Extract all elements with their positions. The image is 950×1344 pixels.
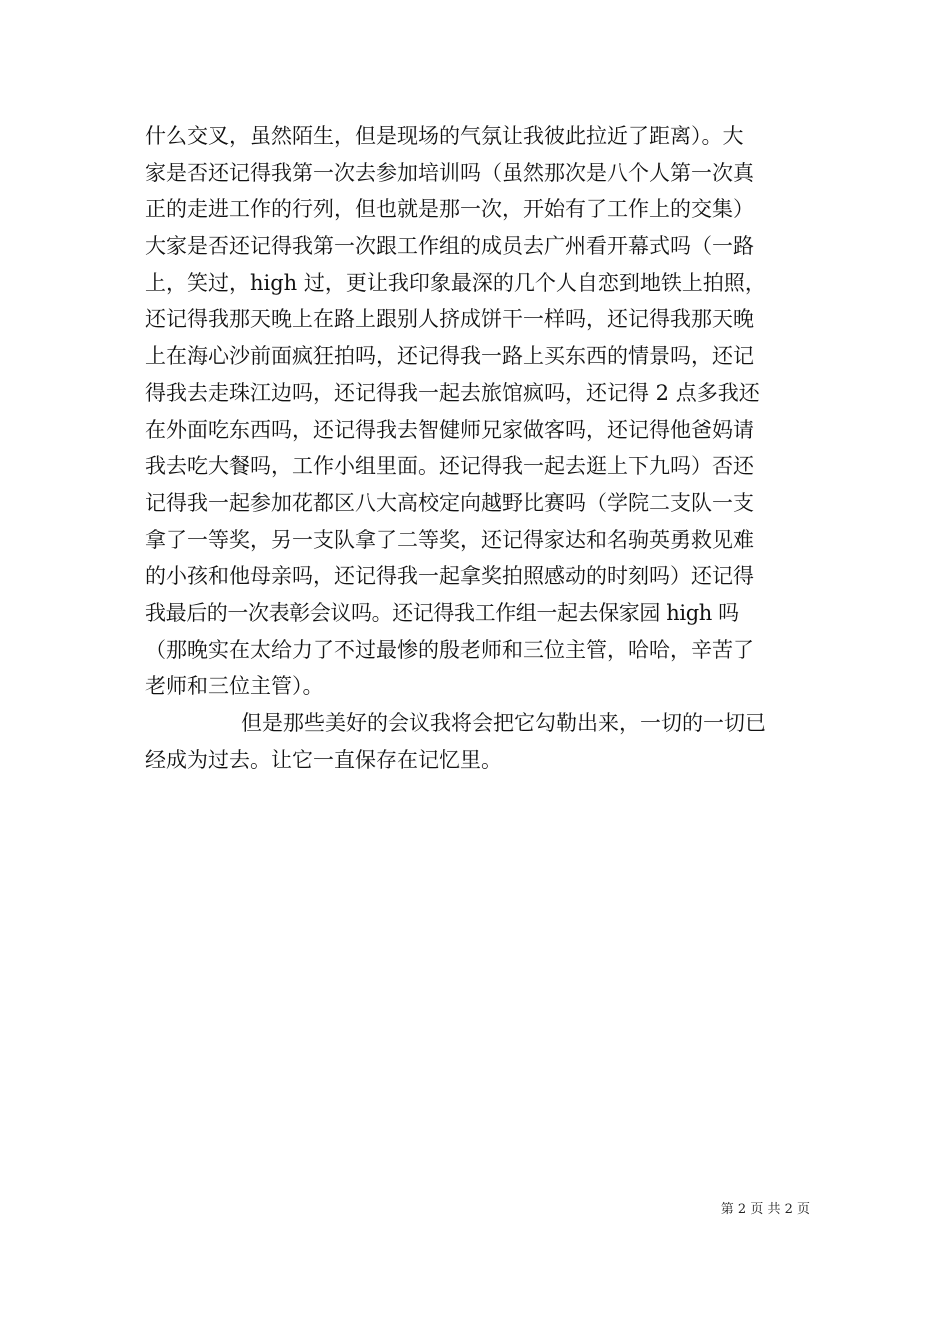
body-text [145, 118, 810, 778]
paragraph-line: 但是那些美好的会议我将会把它勾勒出来，一切的一切已 [241, 711, 766, 735]
paragraph-line: 我最后的一次表彰会议吗。还记得我工作组一起去保家园 high 吗 [145, 600, 739, 625]
paragraph-line: 上，笑过，high 过，更让我印象最深的几个人自恋到地铁上拍照， [145, 270, 766, 295]
paragraph-line: 在外面吃东西吗，还记得我去智健师兄家做客吗，还记得他爸妈请 [145, 417, 754, 442]
paragraph-line: 还记得我那天晚上在路上跟别人挤成饼干一样吗，还记得我那天晚 [145, 307, 754, 332]
paragraph-line: 的小孩和他母亲吗，还记得我一起拿奖拍照感动的时刻吗）还记得 [145, 564, 754, 589]
paragraph-line: 家是否还记得我第一次去参加培训吗（虽然那次是八个人第一次真 [145, 160, 754, 185]
paragraph-line: 拿了一等奖，另一支队拿了二等奖，还记得家达和名驹英勇救见难 [145, 527, 754, 552]
paragraph-line: 上在海心沙前面疯狂拍吗，还记得我一路上买东西的情景吗，还记 [145, 344, 754, 369]
paragraph-line: 记得我一起参加花都区八大高校定向越野比赛吗（学院二支队一支 [145, 490, 754, 515]
paragraph-line: 经成为过去。让它一直保存在记忆里。 [145, 747, 502, 772]
paragraph-line: 大家是否还记得我第一次跟工作组的成员去广州看开幕式吗（一路 [145, 234, 754, 259]
paragraph-line: 什么交叉，虽然陌生，但是现场的气氛让我彼此拉近了距离）。大 [145, 124, 744, 148]
paragraph-line: （那晚实在太给力了不过最惨的殷老师和三位主管，哈哈，辛苦了 [145, 637, 754, 662]
paragraph-line: 正的走进工作的行列，但也就是那一次，开始有了工作上的交集） [145, 197, 754, 222]
paragraph-line: 得我去走珠江边吗，还记得我一起去旅馆疯吗，还记得 2 点多我还 [145, 380, 760, 405]
paragraph-line: 老师和三位主管）。 [145, 674, 324, 699]
paragraph-line: 我去吃大餐吗，工作小组里面。还记得我一起去逛上下九吗）否还 [145, 454, 754, 479]
page-number-footer: 第 2 页 共 2 页 [720, 1202, 810, 1217]
